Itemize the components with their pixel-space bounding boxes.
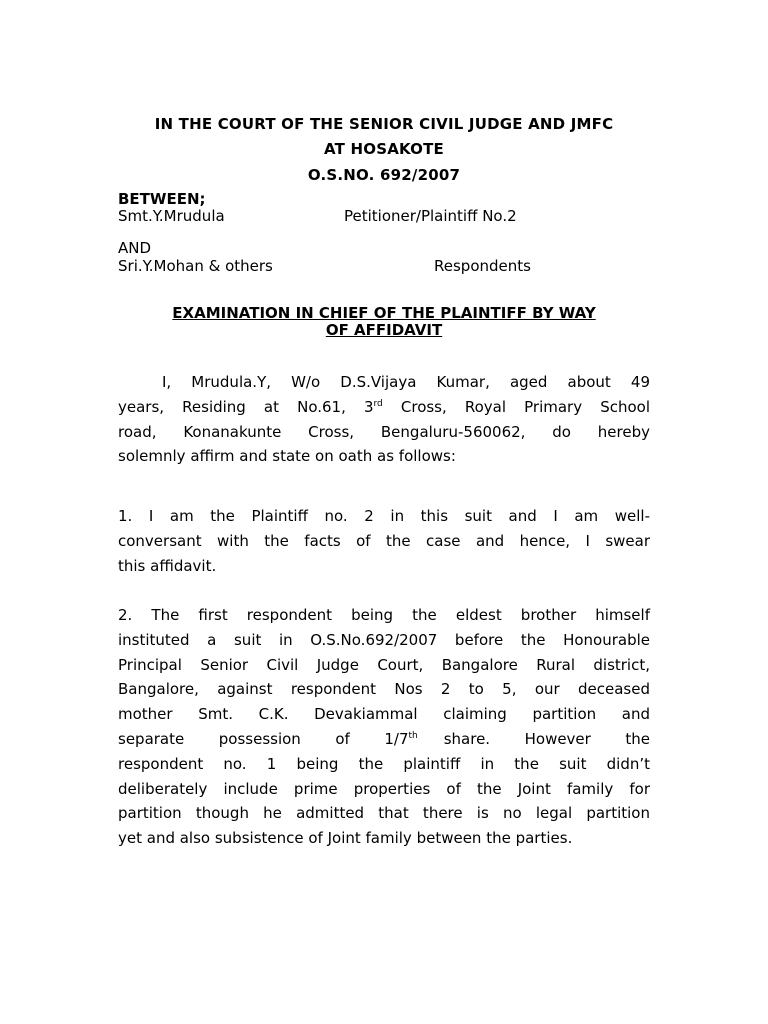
ordinal-suffix: th — [408, 730, 418, 741]
paragraph-line: conversant with the facts of the case and hence, I swear — [118, 531, 650, 550]
paragraph-line: instituted a suit in O.S.No.692/2007 before the Honourable — [118, 630, 650, 649]
paragraph-line: 1. I am the Plaintiff no. 2 in this suit and I am well- — [118, 507, 650, 525]
paragraph-line: Principal Senior Civil Judge Court, Bangalore Rural district, — [118, 655, 650, 674]
paragraph-line: respondent no. 1 being the plaintiff in the suit didn’t — [118, 754, 650, 773]
ordinal-suffix: rd — [373, 398, 383, 409]
paragraph-line-part: share. However the — [443, 729, 650, 748]
between-label: BETWEEN; — [118, 190, 206, 208]
paragraph-1 — [118, 504, 650, 578]
intro-line-part: years, Residing at No.61, 3 — [118, 397, 374, 416]
paragraph-2 — [118, 603, 650, 851]
intro-line: road, Konanakunte Cross, Bengaluru-560062, do hereby — [118, 422, 650, 441]
affidavit-title-line1: EXAMINATION IN CHIEF OF THE PLAINTIFF BY WAY — [172, 304, 596, 322]
paragraph-line: partition though he admitted that there is no legal partition — [118, 804, 650, 823]
paragraph-line — [118, 727, 650, 752]
affidavit-title-line2: OF AFFIDAVIT — [325, 321, 443, 339]
respondent-role: Respondents — [434, 257, 531, 275]
intro-line — [118, 395, 650, 420]
affidavit-title — [118, 305, 650, 339]
case-number: O.S.NO. 692/2007 — [307, 166, 461, 184]
intro-line-part: Cross, Royal Primary School — [382, 397, 650, 416]
paragraph-line: deliberately include prime properties of the Joint family for — [118, 779, 650, 798]
court-name: IN THE COURT OF THE SENIOR CIVIL JUDGE AND JMFC — [154, 115, 614, 133]
respondent-name: Sri.Y.Mohan & others — [118, 257, 273, 275]
and-label: AND — [118, 239, 152, 257]
intro-line: solemnly affirm and state on oath as follows: — [118, 447, 456, 466]
paragraph-line: this affidavit. — [118, 556, 217, 575]
paragraph-line: Bangalore, against respondent Nos 2 to 5, our deceased — [118, 680, 650, 699]
paragraph-line: 2. The first respondent being the eldest brother himself — [118, 606, 650, 624]
paragraph-line-part: separate possession of 1/7 — [118, 729, 409, 748]
court-location: AT HOSAKOTE — [324, 140, 444, 158]
paragraph-line: mother Smt. C.K. Devakiammal claiming partition and — [118, 705, 650, 724]
paragraph-line: yet and also subsistence of Joint family between the parties. — [118, 829, 573, 848]
petitioner-role: Petitioner/Plaintiff No.2 — [344, 207, 517, 225]
petitioner-name: Smt.Y.Mrudula — [118, 207, 225, 225]
intro-paragraph — [118, 370, 650, 469]
intro-line: I, Mrudula.Y, W/o D.S.Vijaya Kumar, aged about 49 — [162, 373, 650, 391]
